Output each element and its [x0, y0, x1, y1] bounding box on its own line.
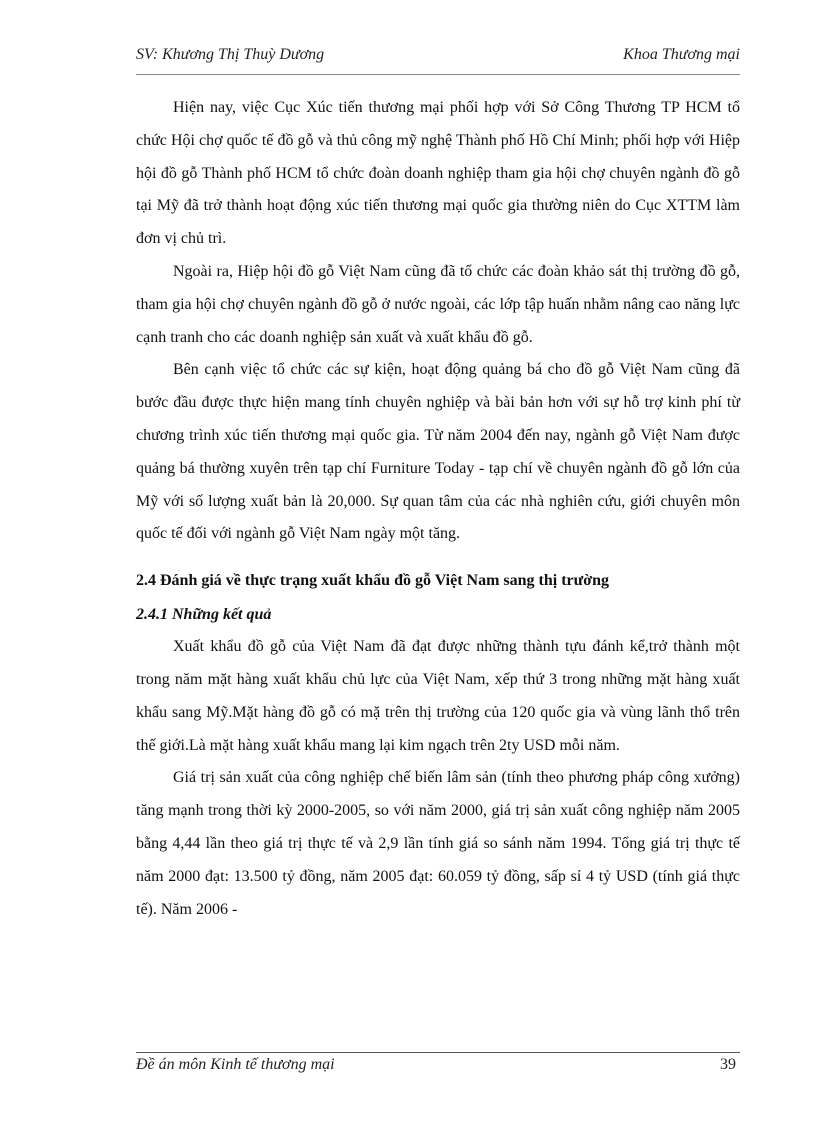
- header-author: SV: Khương Thị Thuỳ Dương: [136, 46, 325, 63]
- section-heading: 2.4 Đánh giá về thực trạng xuất khẩu đồ gỗ Việt Nam sang thị trường: [136, 572, 609, 590]
- paragraph: Giá trị sản xuất của công nghiệp chế biến lâm sản (tính theo phương pháp công xưởng) tăng mạnh trong thời kỳ 2000-2005, so với năm 2000, giá trị sản xuất công nghiệp năm 2005 bằng 4,44 lần theo giá trị thực tế và 2,9 lần tính giá so sánh năm 1994. Tổng giá trị thực tế năm 2000 đạt: 13.500 tỷ đồng, năm 2005 đạt: 60.059 tỷ đồng, sấp sỉ 4 tỷ USD (tính giá thực tế). Năm 2006 -: [136, 769, 740, 918]
- page-body: [136, 92, 740, 926]
- page-header: [136, 46, 740, 64]
- paragraph: Bên cạnh việc tổ chức các sự kiện, hoạt động quảng bá cho đồ gỗ Việt Nam cũng đã bước đầu được thực hiện mang tính chuyên nghiệp và bài bản hơn với sự hỗ trợ kinh phí từ chương trình xúc tiến thương mại quốc gia. Từ năm 2004 đến nay, ngành gỗ Việt Nam được quảng bá thường xuyên trên tạp chí Furniture Today - tạp chí về chuyên ngành đồ gỗ lớn của Mỹ với số lượng xuất bản là 20,000. Sự quan tâm của các nhà nghiên cứu, giới chuyên môn quốc tế đối với ngành gỗ Việt Nam ngày một tăng.: [136, 361, 740, 543]
- page-footer: [136, 1056, 740, 1074]
- paragraph: Hiện nay, việc Cục Xúc tiến thương mại phối hợp với Sở Công Thương TP HCM tổ chức Hội chợ quốc tế đồ gỗ và thủ công mỹ nghệ Thành phố Hồ Chí Minh; phối hợp với Hiệp hội đồ gỗ Thành phố HCM tổ chức đoàn doanh nghiệp tham gia hội chợ chuyên ngành đồ gỗ tại Mỹ đã trở thành hoạt động xúc tiến thương mại quốc gia thường niên do Cục XTTM làm đơn vị chủ trì.: [136, 99, 740, 248]
- header-department: Khoa Thương mại: [623, 46, 740, 63]
- footer-title: Đề án môn Kinh tế thương mại: [136, 1056, 335, 1073]
- page-number: 39: [720, 1056, 736, 1073]
- paragraph: Ngoài ra, Hiệp hội đồ gỗ Việt Nam cũng đã tổ chức các đoàn khảo sát thị trường đồ gỗ, tham gia hội chợ chuyên ngành đồ gỗ ở nước ngoài, các lớp tập huấn nhằm nâng cao năng lực cạnh tranh cho các doanh nghiệp sản xuất và xuất khẩu đồ gỗ.: [136, 262, 740, 346]
- header-divider: [136, 74, 740, 75]
- subsection-heading: 2.4.1 Những kết quả: [136, 606, 272, 624]
- footer-divider: [136, 1052, 740, 1053]
- paragraph: Xuất khẩu đồ gỗ của Việt Nam đã đạt được những thành tựu đánh kể,trở thành một trong năm mặt hàng xuất khẩu chủ lực của Việt Nam, xếp thứ 3 trong những mặt hàng xuất khẩu sang Mỹ.Mặt hàng đồ gỗ có mặ trên thị trường của 120 quốc gia và vùng lãnh thổ trên thế giới.Là mặt hàng xuất khẩu mang lại kim ngạch trên 2ty USD mỗi năm.: [136, 638, 740, 754]
